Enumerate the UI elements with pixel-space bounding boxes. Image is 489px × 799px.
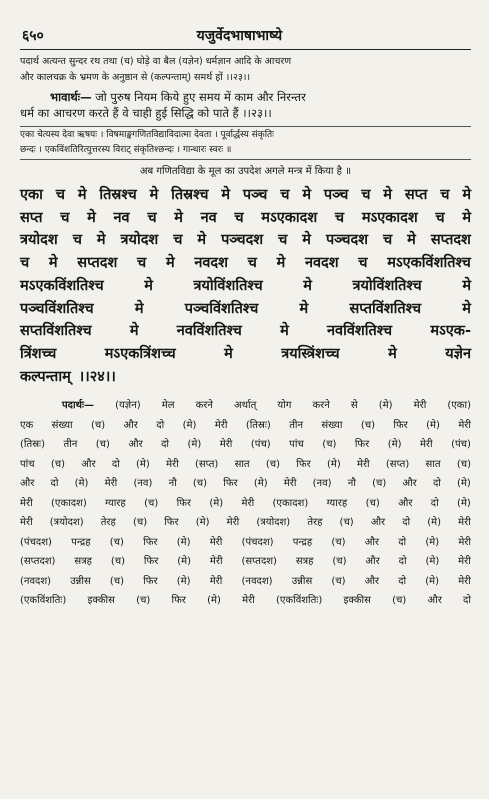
padarth-word: (तिस्रः) (245, 419, 271, 431)
mantra-word: च (278, 232, 288, 249)
mantra-word: च (435, 209, 445, 226)
padarth-word: (मे) (253, 478, 268, 490)
running-title: यजुर्वेदभाषाभाष्ये (196, 28, 283, 44)
padarth-word: (च) (192, 478, 208, 490)
padarth-line (20, 572, 471, 592)
padarth-word: मेरी (219, 439, 233, 451)
padarth-word: (च) (365, 497, 380, 509)
padarth-word: और (81, 458, 96, 470)
mantra-word: मे (462, 277, 471, 294)
mantra-word: च (440, 187, 450, 203)
padarth-word: इक्कीस (87, 595, 115, 607)
padarth-word: तेरह (100, 517, 116, 529)
padarth-word: नौ (347, 478, 356, 490)
mantra-word: च (60, 209, 70, 226)
page-number: ६५० (22, 28, 44, 44)
mantra-word: च (382, 232, 393, 249)
padarth-word: दो (161, 439, 170, 451)
mantra-word: सप्तदश (430, 232, 471, 249)
padarth-word: सात (234, 458, 250, 470)
padarth-word: (एकविंशतिः) (20, 595, 67, 607)
padarth-word: फिर (143, 575, 158, 587)
padarth-word: दो (463, 595, 471, 607)
mantra-word: मे (388, 345, 397, 362)
padarth-word: (च) (360, 419, 375, 431)
padarth-word: मेरी (20, 497, 33, 509)
padarth-word: पांच (20, 458, 35, 470)
page-header (20, 26, 471, 50)
mantra-line (20, 343, 471, 366)
padarth-word: (च) (110, 556, 126, 568)
mantra-word: सप्त (404, 187, 428, 203)
mantra-text (20, 184, 471, 388)
mantra-word: सप्त (20, 209, 43, 226)
padarth-word: और (365, 556, 380, 568)
padarth-word: (मे) (457, 478, 471, 490)
padarth-word: और (128, 439, 143, 451)
padarth-word: फिर (223, 478, 238, 490)
mantra-word: त्रयोदश (120, 232, 159, 249)
padarth-word: फिर (143, 556, 159, 568)
mantra-word: मे (174, 209, 183, 226)
padarth-word: (च) (50, 458, 66, 470)
padarth-line (20, 474, 471, 494)
padarth-line (20, 494, 471, 514)
mantra-word: कल्पन्ताम् (20, 368, 71, 385)
padarth-word: (पंच) (250, 439, 271, 451)
padarth-word: (मे) (74, 478, 89, 490)
padarth-word: फिर (354, 439, 370, 451)
padarth-word: मेरी (413, 400, 427, 412)
mantra-word: त्रयोदश (20, 232, 58, 249)
bhavarth-text: धर्म का आचरण करते हैं वे चाही हुई सिद्धि को पाते हैं ।।२३।। (20, 106, 272, 120)
mantra-word: मे (165, 255, 175, 272)
padarth-word: (नवदश) (20, 575, 52, 587)
padarth-word: (यज्ञेन) (115, 400, 141, 412)
mantra-word: च (247, 255, 257, 272)
padarth-word: नौ (168, 478, 177, 490)
mantra-word: नवदश (194, 255, 228, 272)
mantra-word: पञ्चदश (221, 232, 264, 249)
padarth-label: पदार्थः— (62, 400, 94, 412)
mantra-word: तिस्रश्च (171, 187, 209, 203)
padarth-word: (च) (95, 439, 110, 451)
padarth-word: दो (111, 458, 120, 470)
padarth-word: मेरी (209, 575, 223, 587)
mantra-word: मे (302, 232, 311, 249)
mantra-word: मे (197, 232, 207, 249)
mantra-word: त्रयोविंशतिश्च (193, 277, 263, 294)
padarth-word: और (364, 575, 380, 587)
mantra-word: मे (303, 277, 312, 294)
padarth-word: मेरी (166, 458, 179, 470)
mantra-word: मे (129, 323, 139, 340)
padarth-word: से (350, 400, 358, 412)
padarth-word: (त्रयोदश) (49, 517, 84, 529)
padarth-word: फिर (296, 458, 311, 470)
meta-line: छन्दः । एकविंशतिरित्युत्तरस्य विराट् संकृतिश्छन्दः । गान्धारः स्वरः ॥ (20, 145, 232, 155)
padarth-word: और (20, 478, 35, 490)
mantra-word: सप्तदश (77, 255, 118, 272)
mantra-word: त्रिंशच्च (20, 345, 57, 362)
padarth-word: (च) (331, 575, 346, 587)
padarth-word: (च) (331, 536, 346, 548)
padarth-word: करने (312, 400, 330, 412)
padarth-word: (च) (91, 419, 106, 431)
mantra-line (20, 366, 471, 389)
padarth-word: (सप्तदश) (20, 556, 56, 568)
padarth-word: और (402, 478, 417, 490)
mantra-word: त्रयस्त्रिंशच्च (281, 345, 340, 362)
mantra-word: मे (134, 300, 144, 317)
mantra-word: च (361, 187, 371, 203)
padarth-word: (च) (332, 556, 347, 568)
padarth-word: सत्रह (295, 556, 314, 568)
padarth-word: (च) (144, 497, 159, 509)
padarth-word: मेरी (458, 536, 471, 548)
mantra-word: च (55, 187, 65, 203)
mantra-word: मे (462, 187, 471, 203)
mantra-word: च (20, 255, 30, 272)
padarth-word: फिर (176, 497, 191, 509)
mantra-word: मे (302, 187, 311, 203)
mantra-word: ।।२४।। (78, 368, 116, 385)
padarth-word: (नव) (133, 478, 153, 490)
padarth-word: तेरह (307, 517, 323, 529)
padarth-word: (मे) (425, 575, 440, 587)
padarth-word: (पंचदश) (20, 536, 52, 548)
mantra-word: मऽएकत्रिंशच्च (104, 345, 176, 362)
padarth-word: (च) (392, 595, 407, 607)
padarth-word: (च) (456, 458, 471, 470)
padarth-word: फिर (164, 517, 179, 529)
previous-meaning (20, 54, 471, 86)
mantra-line (20, 320, 471, 343)
padarth-line (20, 513, 471, 533)
mantra-word: नवविंशतिश्च (326, 323, 393, 340)
padarth-word: (मे) (427, 517, 442, 529)
padarth-word: इक्कीस (343, 595, 371, 607)
padarth-word: (च) (322, 439, 337, 451)
padarth-word: (मे) (426, 419, 440, 431)
padarth-word: मेरी (104, 478, 118, 490)
padarth-word: मेरी (356, 458, 370, 470)
padarth-word: पन्द्रह (292, 536, 313, 548)
padarth-word: दो (398, 536, 407, 548)
padarth-word: (मे) (176, 536, 191, 548)
padarth-word: उन्नीस (70, 575, 91, 587)
mantra-word: मे (87, 209, 96, 226)
padarth-word: दो (398, 575, 407, 587)
padarth-word: दो (50, 478, 59, 490)
mantra-word: मे (462, 209, 471, 226)
padarth-word: अर्थात् (233, 400, 257, 412)
padarth-word: (च) (372, 478, 387, 490)
padarth-line (20, 591, 471, 611)
mantra-word: सप्तविंशतिश्च (349, 300, 422, 317)
padarth-word: (मे) (425, 556, 440, 568)
mantra-line (20, 184, 471, 207)
mantra-line (20, 275, 471, 298)
mantra-word: यज्ञेन (445, 345, 471, 362)
padarth-word: (मे) (387, 439, 402, 451)
padarth-word: (च) (132, 517, 148, 529)
mantra-word: मे (77, 187, 87, 203)
mantra-word: मे (383, 187, 392, 203)
mantra-line (20, 207, 471, 230)
padarth-word: मेरी (209, 556, 223, 568)
mantra-word: मऽएक- (430, 323, 471, 340)
mantra-word: मऽएकविंशतिश्च (387, 255, 471, 272)
padarth-word: (मे) (378, 400, 393, 412)
mantra-word: च (173, 232, 183, 249)
mantra-intro: अब गणितविद्या के मूल का उपदेश अगले मन्त्र में किया है ॥ (139, 166, 352, 177)
padarth-word: (पंचदश) (241, 536, 274, 548)
padarth-word: (एका) (447, 400, 471, 412)
mantra-word: च (137, 255, 147, 272)
padarth-word: ग्यारह (326, 497, 348, 509)
padarth-word: मेरी (209, 536, 223, 548)
mantra-word: मऽएकादश (361, 209, 418, 226)
padarth-word: (मे) (177, 556, 192, 568)
padarth-word: योग (277, 400, 292, 412)
mantra-word: च (147, 209, 157, 226)
meaning-line: पदार्थ अत्यन्त सुन्दर रथ तथा (च) घोड़े वा बैल (यज्ञेन) धर्मज्ञान आदि के आचरण (20, 56, 292, 67)
padarth-word: पन्द्रह (71, 536, 91, 548)
mantra-word: मे (96, 232, 106, 249)
mantra-word: नव (200, 209, 217, 226)
mantra-word: पञ्चदश (325, 232, 369, 249)
padarth-word: मेरी (458, 575, 471, 587)
padarth-word: (च) (109, 536, 124, 548)
padarth-word: (च) (339, 517, 354, 529)
mantra-word: मे (276, 255, 286, 272)
mantra-word: नवदश (304, 255, 339, 272)
bhavarth-section (20, 89, 471, 121)
padarth-word: मेरी (458, 419, 471, 431)
padarth-word: (मे) (326, 458, 341, 470)
padarth-word: दो (398, 556, 407, 568)
padarth-word: दो (402, 517, 411, 529)
mantra-word: तिस्रश्च (99, 187, 137, 203)
padarth-word: और (370, 517, 386, 529)
padarth-word: तीन (63, 439, 78, 451)
padarth-word: (मे) (207, 595, 221, 607)
mantra-word: च (72, 232, 82, 249)
padarth-word: और (398, 497, 413, 509)
padarth-line (20, 455, 471, 475)
padarth-word: (नवदश) (241, 575, 273, 587)
padarth-word: मेरी (214, 419, 228, 431)
padarth-word: करने (195, 400, 213, 412)
mantra-word: त्रयोविंशतिश्च (352, 277, 422, 294)
padarth-word: और (427, 595, 442, 607)
padarth-word: संख्या (51, 419, 73, 431)
mantra-word: मे (221, 187, 230, 203)
mantra-word: पञ्च (323, 187, 349, 203)
padarth-word: (सप्त) (194, 458, 219, 470)
padarth-word: संख्या (321, 419, 343, 431)
padarth-word: (मे) (425, 536, 440, 548)
mantra-word: च (334, 209, 345, 226)
padarth-word: (मे) (457, 497, 471, 509)
mantra-word: मे (299, 300, 309, 317)
padarth-word: (एकविंशतिः) (276, 595, 323, 607)
padarth-word: (च) (136, 595, 151, 607)
mantra-line (20, 298, 471, 321)
padarth-word: (त्रयोदश) (256, 517, 291, 529)
meta-line: एका चेत्यस्य देवा ऋषयः । विषमाङ्कगणितविद्याविदात्मा देवता । पूर्वार्द्धस्य संकृतिः (20, 130, 274, 140)
padarth-word: (तिस्रः) (20, 439, 45, 451)
padarth-word: और (364, 536, 380, 548)
padarth-word: मेरी (241, 497, 255, 509)
meaning-line: और कालचक्र के भ्रमण के अनुष्ठान से (कल्पन्ताम्) समर्थ हों ।।२३।। (20, 72, 251, 83)
padarth-word: (सप्त) (385, 458, 410, 470)
padarth-word: पांच (289, 439, 304, 451)
padarth-word: मेरी (226, 517, 240, 529)
padarth-word: (नव) (312, 478, 332, 490)
padarth-word: (एकादश) (272, 497, 309, 509)
padarth-word: (पंच) (451, 439, 471, 451)
padarth-word: दो (156, 419, 165, 431)
padarth-word: मेरी (242, 595, 255, 607)
mantra-line (20, 252, 471, 275)
bhavarth-label: भावार्थः— (50, 90, 92, 104)
padarth-word: (मे) (209, 497, 224, 509)
mantra-word: सप्तविंशतिश्च (20, 323, 92, 340)
mantra-word: पञ्च (242, 187, 268, 203)
padarth-line (20, 396, 471, 416)
mantra-word: च (280, 187, 290, 203)
padarth-word: मेल (161, 400, 175, 412)
padarth-line (20, 533, 471, 553)
padarth-word: (च) (265, 458, 281, 470)
padarth-word: एक (20, 419, 34, 431)
bhavarth-text: जो पुरुष नियम किये हुए समय में काम और निरन्तर (95, 90, 306, 104)
padarth-word: मेरी (458, 517, 471, 529)
padarth-word: ग्यारह (105, 497, 126, 509)
padarth-word: फिर (171, 595, 186, 607)
padarth-word: फिर (143, 536, 158, 548)
padarth-word: तीन (289, 419, 304, 431)
padarth-word: उन्नीस (291, 575, 313, 587)
mantra-word: मे (48, 255, 58, 272)
rishi-devata-chhanda (20, 126, 471, 160)
padarth-word: (मे) (195, 517, 210, 529)
padarth-word: दो (432, 478, 441, 490)
mantra-word: नव (113, 209, 130, 226)
padarth-word: (मे) (136, 458, 150, 470)
padarth-word: मेरी (20, 517, 33, 529)
mantra-word: मे (144, 277, 153, 294)
padarth-word: (मे) (182, 419, 197, 431)
mantra-word: मे (407, 232, 416, 249)
padarth-line (20, 416, 471, 436)
mantra-word: मऽएकादश (261, 209, 318, 226)
mantra-word: च (234, 209, 244, 226)
mantra-word: मे (462, 300, 471, 317)
mantra-line (20, 229, 471, 252)
padarth-line (20, 552, 471, 572)
padarth-word: (एकादश) (51, 497, 87, 509)
mantra-word: नवविंशतिश्च (176, 323, 242, 340)
padarth-word: सात (425, 458, 441, 470)
padarth-section (20, 396, 471, 611)
padarth-word: मेरी (458, 556, 471, 568)
padarth-word: मेरी (419, 439, 433, 451)
padarth-word: और (123, 419, 138, 431)
mantra-word: मऽएकविंशतिश्च (20, 277, 104, 294)
padarth-word: (च) (109, 575, 125, 587)
mantra-word: एका (20, 187, 43, 203)
padarth-word: दो (430, 497, 439, 509)
mantra-word: पञ्चविंशतिश्च (184, 300, 259, 317)
mantra-word: मे (224, 345, 233, 362)
padarth-word: (मे) (176, 575, 191, 587)
mantra-word: मे (149, 187, 159, 203)
padarth-word: फिर (393, 419, 408, 431)
padarth-word: (मे) (187, 439, 202, 451)
mantra-word: मे (280, 323, 289, 340)
mantra-word: च (358, 255, 368, 272)
padarth-word: सत्रह (74, 556, 92, 568)
mantra-word: पञ्चविंशतिश्च (20, 300, 94, 317)
padarth-line (20, 435, 471, 455)
padarth-word: मेरी (283, 478, 297, 490)
padarth-word: (सप्तदश) (241, 556, 277, 568)
